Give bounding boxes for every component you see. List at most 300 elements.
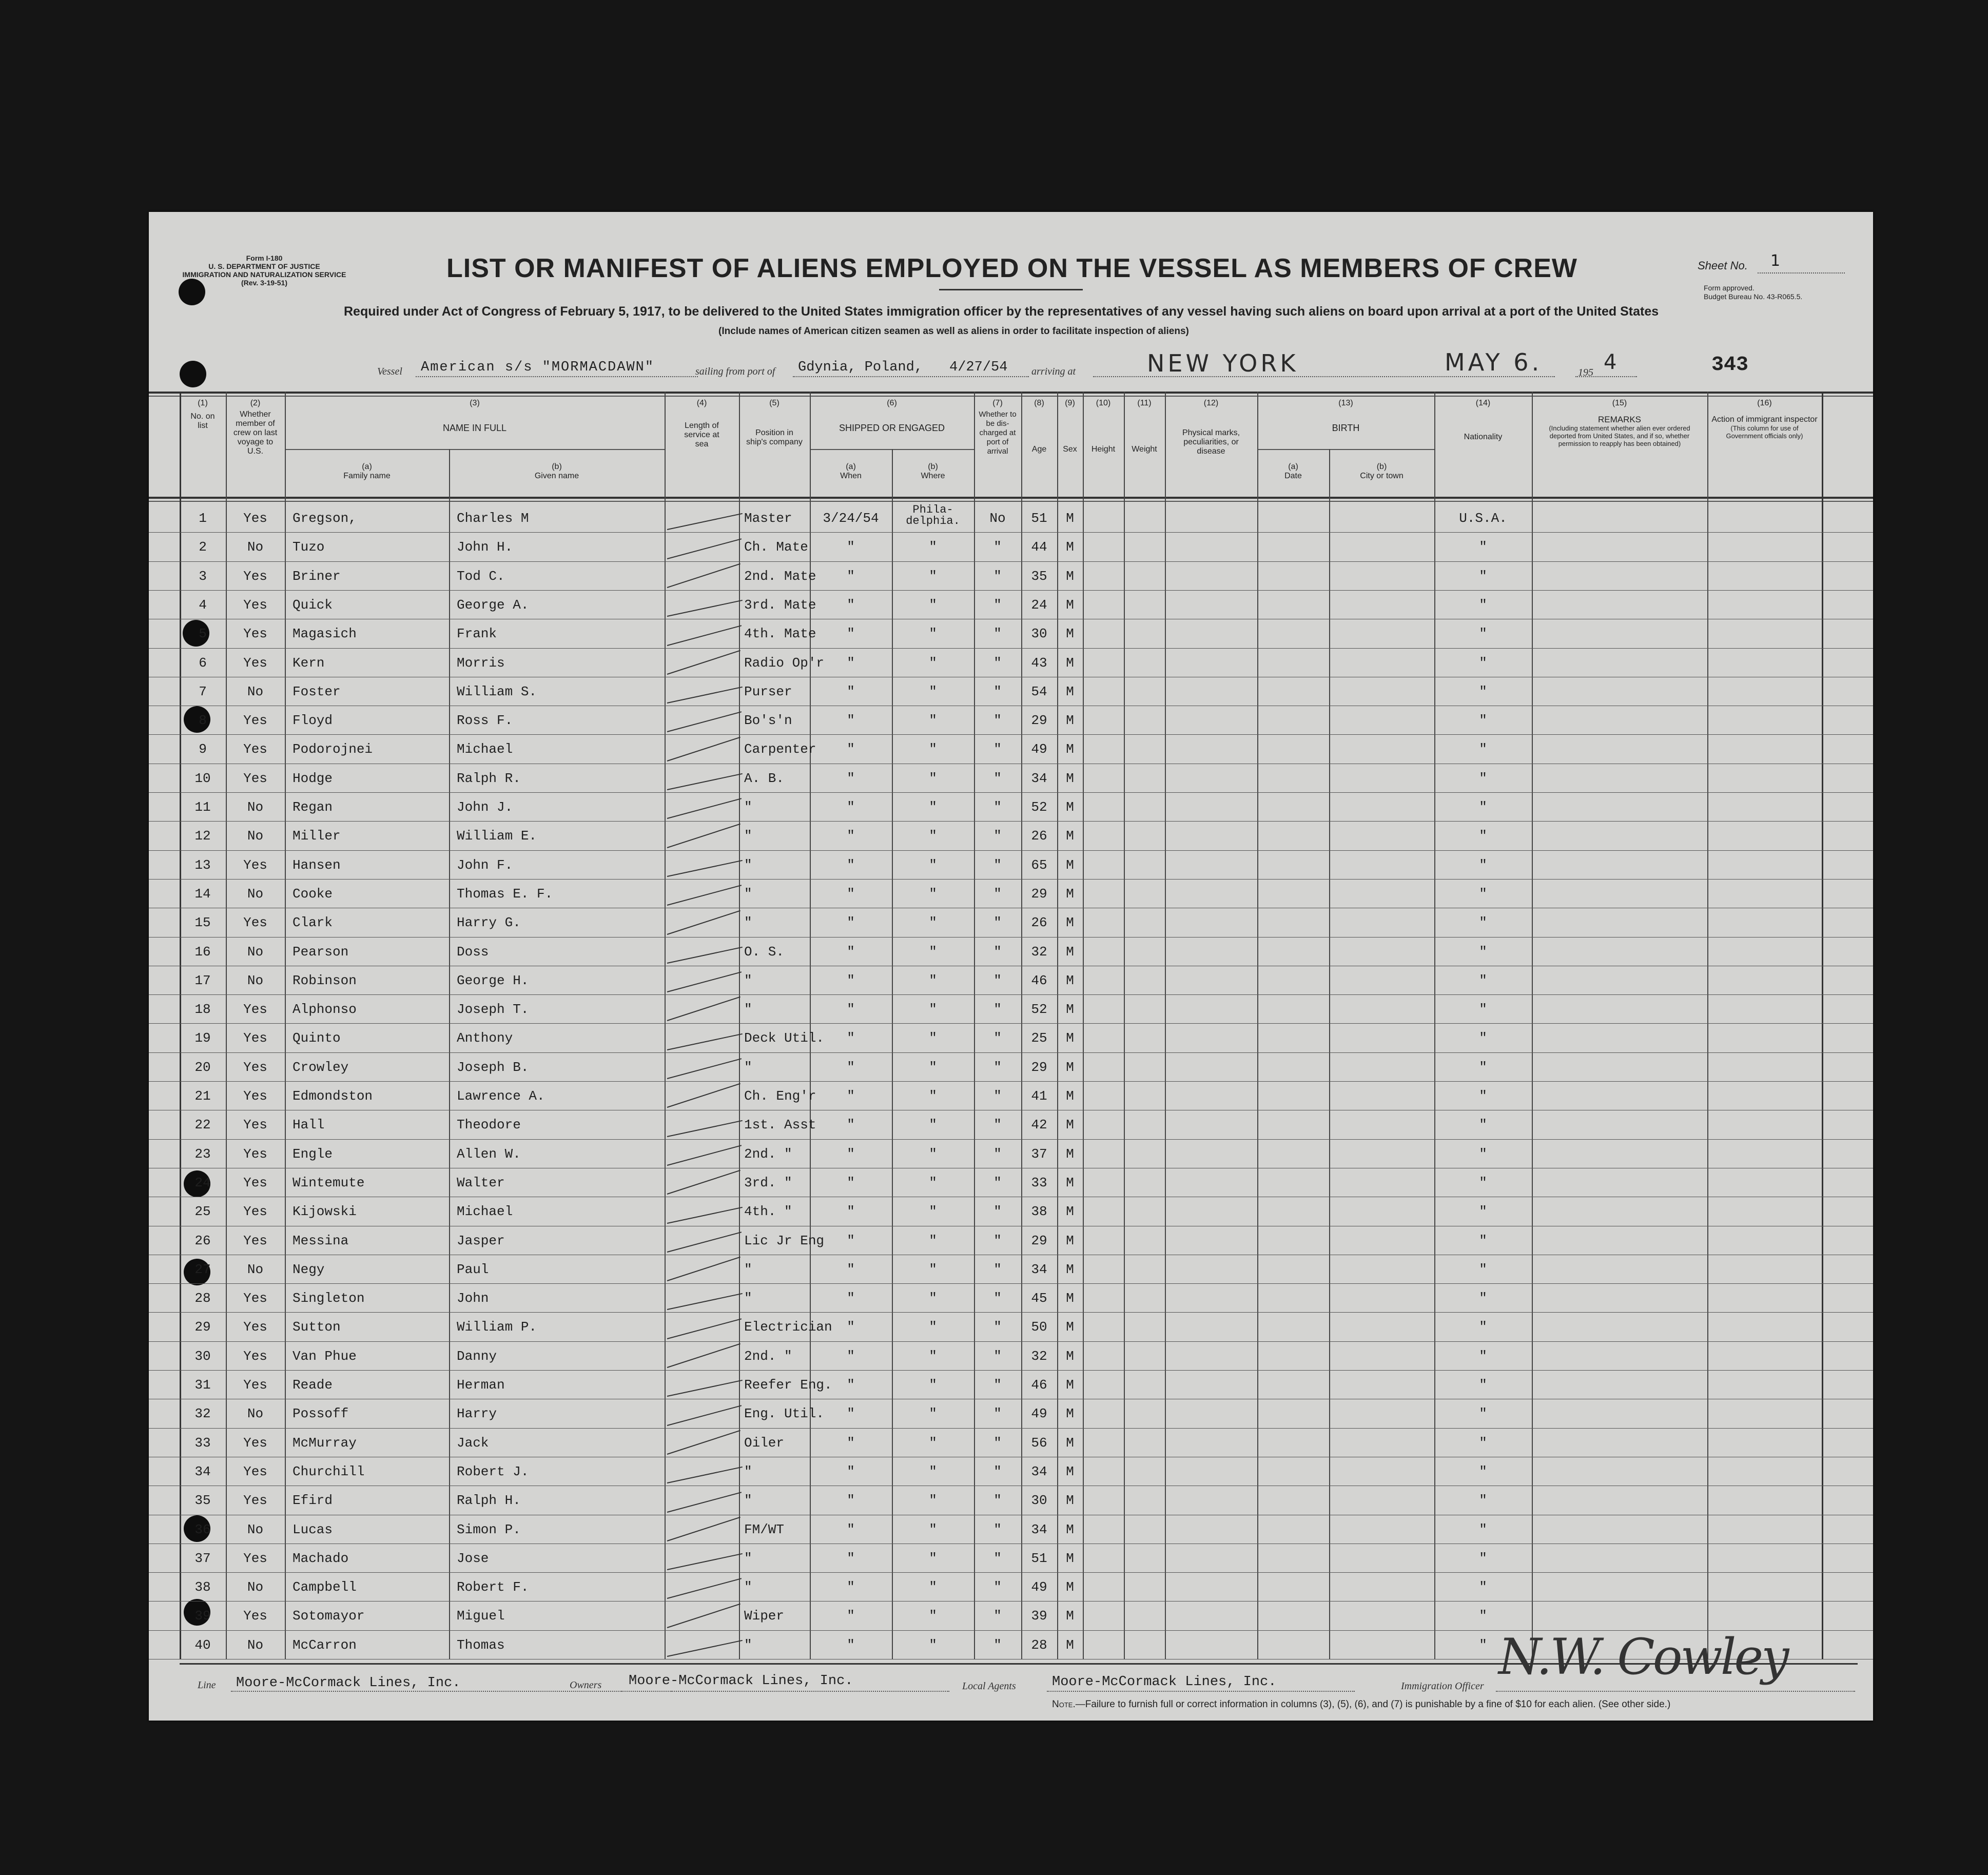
cell-prev: Yes [243,713,267,729]
cell-where: " [929,655,937,671]
row-rule [149,648,1873,649]
col-label: Date [1284,472,1302,480]
cell-position: 4th. " [744,1204,792,1220]
cell-prev: Yes [243,511,267,526]
cell-family: Clark [293,915,333,931]
vessel-underline [416,376,698,377]
cell-position: A. B. [744,770,785,786]
cell-when: " [847,1463,855,1479]
col-label: Age [1031,445,1047,454]
cell-where: " [929,1117,937,1133]
cell-discharged: " [993,944,1002,960]
col-num: (b) [928,462,938,471]
cell-discharged: " [993,1059,1002,1075]
cell-prev: Yes [243,597,267,613]
cell-discharged: " [993,1377,1002,1393]
cell-age: 30 [1031,626,1047,642]
subnote: (Include names of American citizen seamen as well as aliens in order to facilitate inspection of aliens) [718,326,1189,337]
cell-no: 1 [199,511,207,526]
cell-age: 29 [1031,886,1047,902]
cell-position: 2nd. Mate [744,568,816,584]
cell-discharged: " [993,886,1002,902]
cell-no: 30 [194,1348,211,1364]
cell-family: Gregson, [293,511,357,526]
cell-discharged: " [993,626,1002,642]
cell-age: 41 [1031,1088,1047,1104]
cell-prev: Yes [243,1002,267,1018]
cell-where: " [929,1319,937,1335]
cell-when: " [847,1319,855,1335]
cell-given: Ralph H. [457,1493,521,1509]
header-inspector-action [1707,399,1822,440]
cell-family: Lucas [293,1521,333,1537]
cell-sex: M [1066,857,1074,873]
cell-discharged: " [993,741,1002,757]
service-check-mark [667,1058,742,1079]
cell-nationality: " [1479,1435,1487,1451]
service-check-mark [667,1603,740,1628]
cell-nationality: " [1479,1261,1487,1277]
cell-age: 32 [1031,944,1047,960]
cell-when: " [847,1002,855,1018]
cell-family: Edmondston [293,1088,373,1104]
cell-no: 3 [199,568,207,584]
note-label: Note. [1052,1699,1076,1710]
service-check-mark [667,1380,743,1397]
cell-nationality: " [1479,799,1487,815]
cell-position: " [744,1637,752,1653]
col-num: (16) [1757,399,1772,407]
cell-prev: Yes [243,1088,267,1104]
cell-sex: M [1066,1233,1074,1248]
cell-age: 34 [1031,1521,1047,1537]
header-discharged [974,399,1021,456]
row-rule [149,1283,1873,1284]
cell-discharged: " [993,1146,1002,1162]
cell-position: FM/WT [744,1521,785,1537]
cell-given: William P. [457,1319,537,1335]
cell-nationality: " [1479,1579,1487,1595]
cell-age: 34 [1031,1261,1047,1277]
cell-discharged: " [993,1579,1002,1595]
cell-discharged: " [993,1435,1002,1451]
cell-family: Van Phue [293,1348,357,1364]
col-num: (b) [552,462,562,471]
service-check-mark [667,997,740,1021]
col-num: (5) [769,399,779,407]
cell-sex: M [1066,1608,1074,1624]
row-rule [149,821,1873,822]
cell-prev: Yes [243,1175,267,1190]
header-birth-date [1257,462,1329,481]
department: U. S. DEPARTMENT OF JUSTICE [208,262,320,270]
cell-given: Michael [457,1204,513,1220]
cell-when: " [847,1550,855,1566]
cell-where: " [929,770,937,786]
cell-given: Danny [457,1348,497,1364]
cell-prev: Yes [243,626,267,642]
cell-given: John F. [457,857,513,873]
cell-no: 22 [194,1117,211,1133]
vessel-name: American s/s "MORMACDAWN" [421,360,655,375]
header-previous-voyage [226,399,285,456]
cell-position: Oiler [744,1435,785,1451]
cell-family: Floyd [293,713,333,729]
note-text: —Failure to furnish full or correct information in columns (3), (5), (6), and (7) is punishable by a fine of $10 for each alien. (See other side.) [1075,1699,1671,1710]
cell-no: 24 [194,1175,211,1190]
cell-nationality: " [1479,1463,1487,1479]
cell-family: Churchill [293,1463,365,1479]
cell-when: " [847,770,855,786]
cell-given: Theodore [457,1117,521,1133]
form-approval [1704,284,1802,301]
cell-when: " [847,1117,855,1133]
header-height [1083,399,1124,454]
cell-when: " [847,1030,855,1046]
cell-age: 26 [1031,915,1047,931]
year-prefix: 195 [1578,367,1593,378]
column-rule [449,449,450,1659]
cell-no: 21 [194,1088,211,1104]
cell-sex: M [1066,539,1074,555]
service: IMMIGRATION AND NATURALIZATION SERVICE [182,270,346,279]
table-top-rule [149,392,1873,394]
cell-sex: M [1066,1521,1074,1537]
cell-where: " [929,1002,937,1018]
cell-nationality: " [1479,1059,1487,1075]
cell-where: " [929,1406,937,1422]
cell-nationality: " [1479,741,1487,757]
cell-given: Miguel [457,1608,505,1624]
cell-age: 51 [1031,511,1047,526]
cell-when: " [847,1637,855,1653]
cell-family: Alphonso [293,1002,357,1018]
header-shipped [810,399,974,433]
cell-position: Carpenter [744,741,816,757]
cell-family: Kern [293,655,325,671]
cell-nationality: " [1479,1204,1487,1220]
cell-when: " [847,1261,855,1277]
cell-no: 12 [194,828,211,844]
cell-sex: M [1066,770,1074,786]
service-check-mark [667,971,742,992]
col-label: Position in ship's company [746,428,803,446]
cell-discharged: " [993,1550,1002,1566]
cell-age: 49 [1031,1579,1047,1595]
cell-age: 26 [1031,828,1047,844]
cell-nationality: " [1479,597,1487,613]
col-label: Family name [343,472,391,480]
form-identification [164,254,364,287]
col-label: Whether member of crew on last voyage to U.S. [233,410,278,456]
cell-age: 50 [1031,1319,1047,1335]
cell-no: 17 [194,972,211,988]
cell-where: " [929,1579,937,1595]
cell-no: 39 [194,1608,211,1624]
cell-given: Harry G. [457,915,521,931]
cell-where: " [929,1088,937,1104]
cell-when: " [847,857,855,873]
cell-sex: M [1066,1463,1074,1479]
manifest-sheet [149,212,1873,1721]
cell-age: 33 [1031,1175,1047,1190]
service-check-mark [667,1430,740,1455]
cell-prev: No [247,1579,264,1595]
cell-nationality: " [1479,683,1487,699]
cell-position: Purser [744,683,792,699]
col-label: REMARKS [1597,415,1642,424]
cell-age: 28 [1031,1637,1047,1653]
col-num: (9) [1065,399,1075,407]
cell-nationality: " [1479,626,1487,642]
cell-discharged: " [993,1175,1002,1190]
cell-sex: M [1066,741,1074,757]
cell-position: 2nd. " [744,1348,792,1364]
vessel-label: Vessel [377,366,402,377]
cell-age: 35 [1031,568,1047,584]
cell-when: 3/24/54 [823,511,879,526]
cell-where: " [929,1521,937,1537]
row-rule [149,1139,1873,1140]
service-check-mark [667,1467,743,1483]
cell-age: 39 [1031,1608,1047,1624]
column-rule [1257,392,1258,1659]
cell-age: 29 [1031,713,1047,729]
cell-given: Tod C. [457,568,505,584]
cell-when: " [847,1204,855,1220]
cell-sex: M [1066,1117,1074,1133]
cell-family: Quick [293,597,333,613]
cell-where: " [929,539,937,555]
line-underline [231,1691,672,1692]
cell-sex: M [1066,828,1074,844]
cell-where: Phila-delphia. [906,503,960,528]
col-label: Given name [534,472,579,480]
cell-prev: Yes [243,1348,267,1364]
cell-position: 4th. Mate [744,626,816,642]
cell-no: 11 [194,799,211,815]
service-check-mark [667,1083,740,1108]
cell-nationality: " [1479,1637,1487,1653]
cell-where: " [929,1550,937,1566]
col-label: Physical marks, peculiarities, or disease [1182,428,1240,456]
crew-table [149,392,1873,1659]
cell-prev: No [247,1521,264,1537]
cell-prev: Yes [243,1291,267,1306]
cell-nationality: " [1479,1291,1487,1306]
col-label: Height [1091,445,1116,454]
cell-no: 25 [194,1204,211,1220]
cell-nationality: " [1479,972,1487,988]
cell-discharged: " [993,1521,1002,1537]
cell-where: " [929,1435,937,1451]
budget-bureau-line: Budget Bureau No. 43-R065.5. [1704,292,1803,301]
cell-when: " [847,915,855,931]
cell-sex: M [1066,683,1074,699]
cell-discharged: " [993,655,1002,671]
cell-where: " [929,713,937,729]
cell-prev: No [247,799,264,815]
cell-given: Herman [457,1377,505,1393]
col-num: (2) [250,399,261,407]
cell-prev: Yes [243,1146,267,1162]
cell-position: O. S. [744,944,785,960]
cell-nationality: " [1479,1348,1487,1364]
service-check-mark [667,885,742,906]
cell-given: Joseph B. [457,1059,529,1075]
cell-family: McMurray [293,1435,357,1451]
cell-age: 32 [1031,1348,1047,1364]
cell-position: Electrician [744,1319,832,1335]
cell-given: Michael [457,741,513,757]
col-num: (4) [696,399,707,407]
cell-given: Lawrence A. [457,1088,545,1104]
cell-given: John H. [457,539,513,555]
form-number: Form I-180 [246,254,283,262]
cell-when: " [847,1348,855,1364]
cell-discharged: " [993,770,1002,786]
cell-when: " [847,568,855,584]
cell-given: John [457,1291,489,1306]
cell-age: 37 [1031,1146,1047,1162]
cell-nationality: " [1479,1493,1487,1509]
cell-discharged: " [993,1406,1002,1422]
cell-position: 3rd. Mate [744,597,816,613]
service-check-mark [667,1232,742,1253]
cell-family: Magasich [293,626,357,642]
cell-family: Negy [293,1261,325,1277]
cell-discharged: " [993,1261,1002,1277]
cell-where: " [929,828,937,844]
header-name [285,399,665,433]
cell-discharged: " [993,915,1002,931]
service-check-mark [667,860,743,877]
col-num: (11) [1137,399,1152,407]
cell-where: " [929,683,937,699]
cell-no: 5 [199,626,207,642]
service-check-mark [667,736,740,761]
cell-discharged: " [993,683,1002,699]
header-position [739,399,810,447]
cell-family: Robinson [293,972,357,988]
cell-sex: M [1066,1637,1074,1653]
officer-underline [1496,1691,1855,1692]
cell-family: Hansen [293,857,341,873]
cell-prev: No [247,972,264,988]
cell-no: 18 [194,1002,211,1018]
cell-no: 40 [194,1637,211,1653]
cell-position: " [744,915,752,931]
cell-no: 29 [194,1319,211,1335]
cell-age: 49 [1031,741,1047,757]
cell-prev: Yes [243,1377,267,1393]
service-check-mark [667,910,740,934]
cell-when: " [847,799,855,815]
cell-no: 8 [199,713,207,729]
row-rule [149,1023,1873,1024]
cell-family: Tuzo [293,539,325,555]
cell-no: 28 [194,1291,211,1306]
cell-prev: No [247,1406,264,1422]
cell-family: Regan [293,799,333,815]
cell-given: Thomas E. F. [457,886,553,902]
line-company: Moore-McCormack Lines, Inc. [236,1675,461,1691]
cell-nationality: U.S.A. [1459,511,1507,526]
cell-age: 29 [1031,1059,1047,1075]
cell-where: " [929,741,937,757]
departure-port: Gdynia, Poland, [798,360,923,375]
col-num: (a) [846,462,856,471]
cell-family: Cooke [293,886,333,902]
cell-nationality: " [1479,1146,1487,1162]
cell-nationality: " [1479,944,1487,960]
col-num: (a) [1288,462,1298,471]
service-check-mark [667,1170,740,1195]
arrival-underline [1093,376,1555,377]
cell-nationality: " [1479,828,1487,844]
cell-when: " [847,886,855,902]
row-rule [149,561,1873,562]
cell-no: 23 [194,1146,211,1162]
service-check-mark [667,1405,742,1426]
cell-age: 52 [1031,1002,1047,1018]
cell-no: 14 [194,886,211,902]
col-label: SHIPPED OR ENGAGED [839,423,945,433]
col-num: (13) [1338,399,1353,407]
cell-given: Joseph T. [457,1002,529,1018]
cell-nationality: " [1479,1406,1487,1422]
cell-nationality: " [1479,770,1487,786]
cell-no: 4 [199,597,207,613]
year-suffix: 4 [1604,350,1620,374]
col-note: (Including statement whether alien ever ordered deported from United States, and if so, whether permission to reapply has been obtained) [1549,424,1690,447]
cell-where: " [929,886,937,902]
cell-nationality: " [1479,1319,1487,1335]
cell-family: Engle [293,1146,333,1162]
service-check-mark [667,687,743,704]
service-check-mark [667,1640,743,1657]
table-top-rule-2 [149,396,1873,397]
cell-when: " [847,626,855,642]
cell-given: George A. [457,597,529,613]
cell-age: 38 [1031,1204,1047,1220]
cell-given: Allen W. [457,1146,521,1162]
cell-where: " [929,1377,937,1393]
cell-prev: No [247,886,264,902]
cell-when: " [847,1059,855,1075]
cell-sex: M [1066,1146,1074,1162]
cell-prev: Yes [243,1030,267,1046]
officer-label: Immigration Officer [1401,1681,1484,1692]
cell-family: Possoff [293,1406,349,1422]
cell-nationality: " [1479,1030,1487,1046]
agents-company: Moore-McCormack Lines, Inc. [1052,1674,1277,1690]
cell-prev: No [247,944,264,960]
cell-age: 34 [1031,770,1047,786]
cell-position: Ch. Mate [744,539,808,555]
cell-age: 25 [1031,1030,1047,1046]
cell-family: Sutton [293,1319,341,1335]
col-label: City or town [1360,472,1404,480]
cell-nationality: " [1479,1117,1487,1133]
cell-when: " [847,1406,855,1422]
header-sex [1057,399,1083,454]
cell-given: Jasper [457,1233,505,1248]
col-num: (10) [1096,399,1111,407]
cell-sex: M [1066,1291,1074,1306]
cell-when: " [847,1088,855,1104]
service-check-mark [667,1343,740,1368]
